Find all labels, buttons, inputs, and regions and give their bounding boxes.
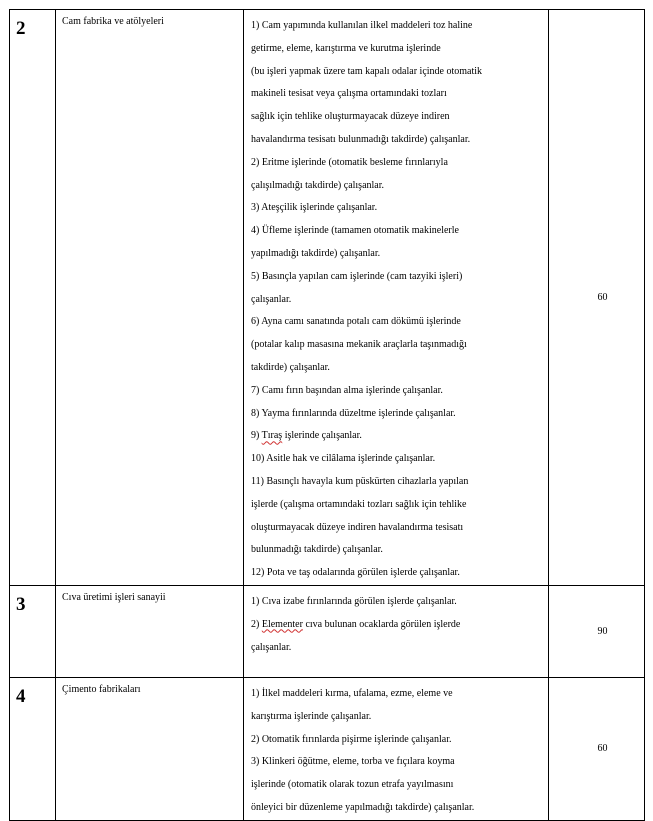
table-row <box>10 677 645 820</box>
job-descriptions <box>244 585 549 677</box>
job-line: takdirde) çalışanlar. <box>251 361 330 373</box>
job-line: 2) Eritme işlerinde (otomatik besleme fırınlarıyla <box>251 156 448 168</box>
row-number: 4 <box>10 677 56 820</box>
table-row <box>10 585 645 677</box>
job-line: 1) Cıva izabe fırınlarında görülen işlerde çalışanlar. <box>251 595 457 607</box>
job-line: makineli tesisat veya çalışma ortamındaki tozları <box>251 88 447 100</box>
job-line: çalışanlar. <box>251 641 292 653</box>
job-line: önleyici bir düzenleme yapılmadığı takdirde) çalışanlar. <box>251 801 475 813</box>
rate-value: 90 <box>549 585 645 677</box>
job-line: 3) Ateşçilik işlerinde çalışanlar. <box>251 202 378 214</box>
job-line: 10) Asitle hak ve cilâlama işlerinde çalışanlar. <box>251 453 436 465</box>
job-line: 6) Ayna camı sanatında potalı cam dökümü işlerinde <box>251 316 461 328</box>
job-line: 7) Camı fırın başından alma işlerinde çalışanlar. <box>251 384 443 396</box>
job-line: 9) Tıraş işlerinde çalışanlar. <box>251 430 362 442</box>
job-line: 12) Pota ve taş odalarında görülen işlerde çalışanlar. <box>251 567 460 579</box>
job-line: 2) Otomatik fırınlarda pişirme işlerinde çalışanlar. <box>251 733 452 745</box>
job-line: 11) Basınçlı havayla kum püskürten cihazlarla yapılan <box>251 475 469 487</box>
job-line: işlerinde (otomatik olarak tozun etrafa yayılmasını <box>251 779 454 791</box>
occupations-table <box>9 9 645 821</box>
job-line: işlerde (çalışma ortamındaki tozları sağlık için tehlike <box>251 498 467 510</box>
job-line: 4) Üfleme işlerinde (tamamen otomatik makinelerle <box>251 225 459 237</box>
job-line: 1) Cam yapımında kullanılan ilkel maddeleri toz haline <box>251 20 473 31</box>
table-row <box>10 10 645 586</box>
job-line: 1) İlkel maddeleri kırma, ufalama, ezme, eleme ve <box>251 687 453 699</box>
job-line: 5) Basınçla yapılan cam işlerinde (cam tazyiki işleri) <box>251 270 463 282</box>
job-line: çalışanlar. <box>251 293 292 305</box>
rate-value: 60 <box>549 677 645 820</box>
job-line: karıştırma işlerinde çalışanlar. <box>251 710 372 722</box>
job-line: oluşturmayacak düzeye indiren havalandırma tesisatı <box>251 521 464 533</box>
job-line: 8) Yayma fırınlarında düzeltme işlerinde çalışanlar. <box>251 407 456 419</box>
row-number: 2 <box>10 10 56 586</box>
row-number: 3 <box>10 585 56 677</box>
job-line: 2) Elementer cıva bulunan ocaklarda görülen işlerde <box>251 618 461 630</box>
rate-value: 60 <box>549 10 645 586</box>
job-line: getirme, eleme, karıştırma ve kurutma işlerinde <box>251 42 441 54</box>
job-line: yapılmadığı takdirde) çalışanlar. <box>251 247 381 259</box>
job-line: sağlık için tehlike oluşturmayacak düzeye indiren <box>251 111 450 123</box>
job-line: (potalar kalıp masasına mekanik araçlarla taşınmadığı <box>251 339 467 351</box>
job-line: havalandırma tesisatı bulunmadığı takdirde) çalışanlar. <box>251 133 471 145</box>
industry-name: Cıva üretimi işleri sanayii <box>56 585 244 677</box>
job-line: (bu işleri yapmak üzere tam kapalı odalar içinde otomatik <box>251 65 483 77</box>
job-line: çalışılmadığı takdirde) çalışanlar. <box>251 179 385 191</box>
job-line: 3) Klinkeri öğütme, eleme, torba ve fıçılara koyma <box>251 756 455 768</box>
job-line: bulunmadığı takdirde) çalışanlar. <box>251 544 383 556</box>
job-descriptions <box>244 677 549 820</box>
job-descriptions <box>244 10 549 586</box>
industry-name: Çimento fabrikaları <box>56 677 244 820</box>
industry-name: Cam fabrika ve atölyeleri <box>56 10 244 586</box>
